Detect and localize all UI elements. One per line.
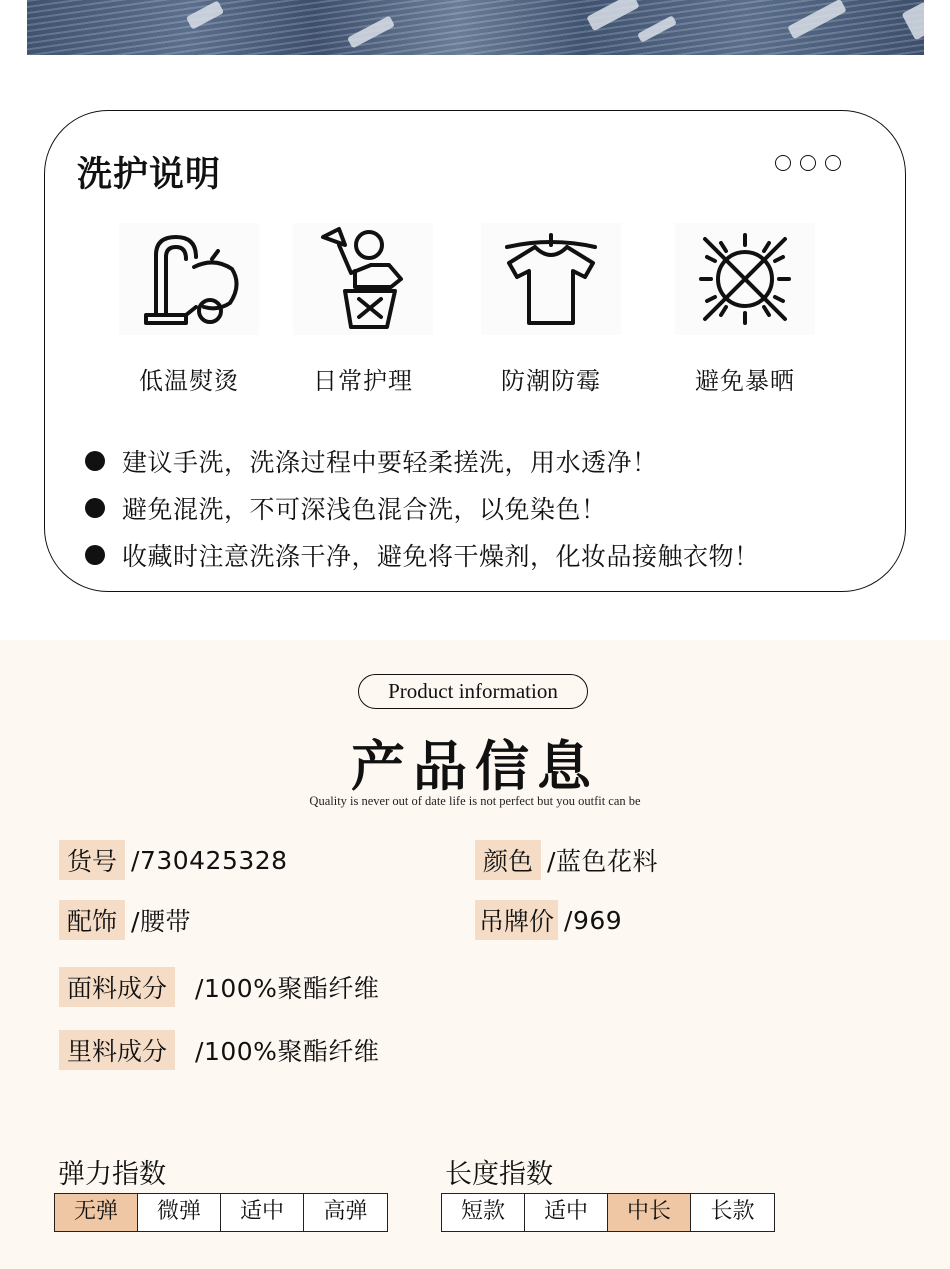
field-value: /蓝色花料 [547,847,658,876]
field-value: /730425328 [131,845,288,875]
care-item-low-temp-iron [109,223,269,396]
field-accessory [59,900,191,940]
field-color [475,840,658,880]
field-lining [59,1030,379,1070]
fabric-detail-image [27,0,924,55]
dot-icon [800,155,816,171]
length-option: 适中 [525,1194,608,1231]
bullet-icon [85,498,105,518]
length-option: 中长 [608,1194,691,1231]
length-title: 长度指数 [445,1159,553,1190]
elasticity-option: 高弹 [304,1194,387,1231]
field-key: 吊牌价 [475,900,558,940]
elasticity-option: 微弹 [138,1194,221,1231]
elasticity-title: 弹力指数 [58,1159,166,1190]
field-value: /969 [564,905,623,935]
elasticity-option: 适中 [221,1194,304,1231]
bullet-icon [85,545,105,565]
bullet-icon [85,451,105,471]
field-value: /腰带 [131,907,191,936]
list-item: 避免混洗，不可深浅色混合洗，以免染色！ [85,484,760,531]
field-key: 货号 [59,840,125,880]
care-label: 低温熨烫 [139,367,239,395]
no-sun-icon [693,227,797,331]
care-notes [85,437,760,578]
field-key: 配饰 [59,900,125,940]
length-option: 长款 [691,1194,774,1231]
field-price [475,900,622,940]
elasticity-option: 无弹 [55,1194,138,1231]
hanging-shirt-icon [499,229,603,329]
list-item: 收藏时注意洗涤干净，避免将干燥剂，化妆品接触衣物！ [85,531,760,578]
field-key: 里料成分 [59,1030,175,1070]
section-en-title: Product information [358,674,588,709]
dot-icon [775,155,791,171]
care-instructions-card [44,110,906,592]
care-title: 洗护说明 [77,155,222,195]
care-item-daily-care [283,223,443,396]
field-key: 颜色 [475,840,541,880]
field-value: /100%聚酯纤维 [195,974,380,1003]
product-info-section [0,640,950,1269]
field-fabric [59,967,379,1007]
elasticity-scale [54,1193,388,1232]
length-option: 短款 [442,1194,525,1231]
dot-icon [825,155,841,171]
care-item-moisture-proof [471,223,631,396]
care-icons-row [109,223,809,403]
handwash-person-icon [311,225,415,333]
length-scale [441,1193,775,1232]
care-label: 避免暴晒 [695,367,795,395]
page-title: 产品信息 [351,735,599,798]
vacuum-iron-icon [134,227,244,331]
field-value: /100%聚酯纤维 [195,1037,380,1066]
care-label: 日常护理 [313,367,413,395]
field-sku [59,840,288,880]
decorative-dots [775,155,841,171]
list-item: 建议手洗，洗涤过程中要轻柔搓洗，用水透净！ [85,437,760,484]
field-key: 面料成分 [59,967,175,1007]
care-item-avoid-sun [665,223,825,396]
tagline: Quality is never out of date life is not perfect but you outfit can be [309,794,641,808]
care-label: 防潮防霉 [501,367,601,395]
